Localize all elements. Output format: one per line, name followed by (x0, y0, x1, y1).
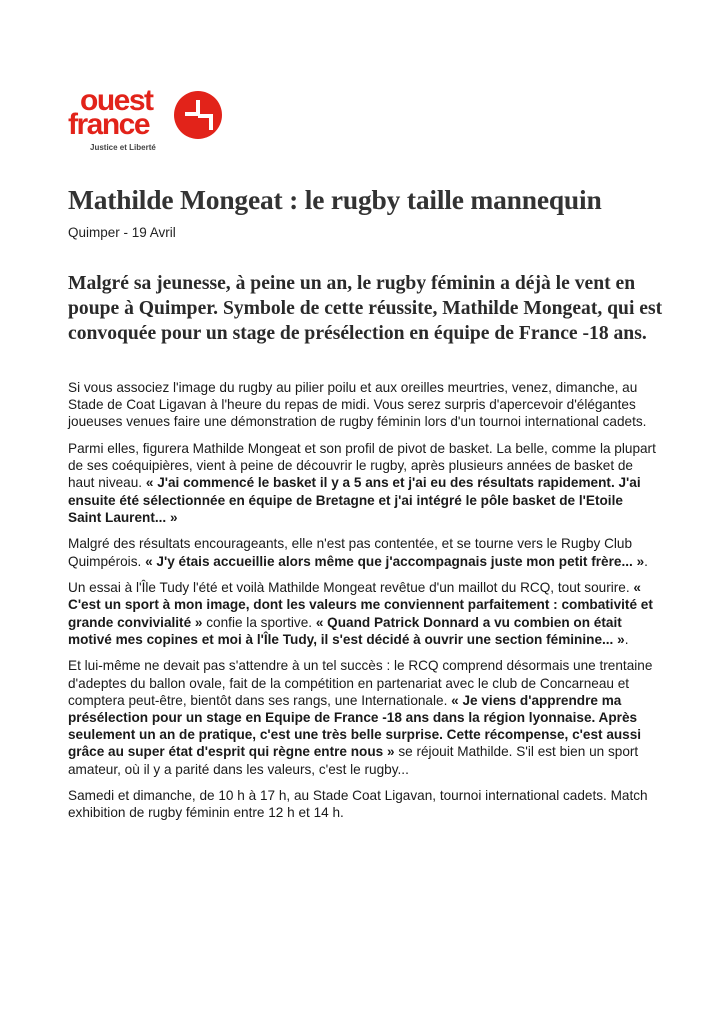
article-lead: Malgré sa jeunesse, à peine un an, le rugby féminin a déjà le vent en poupe à Quimper. Symbole de cette réussite, Mathilde Mongeat, qui est convoquée pour un stage de présélection en équipe de France -18 ans. (68, 273, 663, 345)
paragraph-text: Si vous associez l'image du rugby au pilier poilu et aux oreilles meurtries, venez, dimanche, au Stade de Coat Ligavan à l'heure du repas de midi. Vous serez surpris d'apercevoir d'élégantes joueuses venues faire une démonstration de rugby féminin lors d'un tournoi international cadets. (68, 380, 647, 430)
article-dateline: Quimper - 19 Avril (68, 225, 176, 240)
logo-word-france: france (68, 108, 150, 141)
paragraph-text-after: se réjouit Mathilde. S'il est bien un sport amateur, où il y a parité dans les valeurs, c'est le rugby... (68, 744, 639, 777)
paragraph-text: Et lui-même ne devait pas s'attendre à un tel succès : le RCQ comprend désormais une trentaine d'adeptes du ballon ovale, fait de la compétition en partenariat avec le club de Concarneau et comptera peut-être, bientôt dans ses rangs, une Internationale. (68, 658, 653, 708)
paragraph-quote: « J'ai commencé le basket il y a 5 ans et j'ai eu des résultats rapidement. J'ai ensuite été sélectionnée en équipe de Bretagne et j'ai intégré le pôle basket de l'Etoile Saint Laurent... » (68, 475, 641, 525)
article-paragraph (68, 787, 658, 821)
paragraph-text-after: . (624, 631, 629, 647)
paragraph-text: Samedi et dimanche, de 10 h à 17 h, au Stade Coat Ligavan, tournoi international cadets. Match exhibition de rugby féminin entre 12 h et 14 h. (68, 788, 648, 821)
logo-word-ouest: ouest (80, 84, 153, 117)
paragraph-quote: « J'y étais accueillie alors même que j'accompagnais juste mon petit frère... » (145, 553, 645, 569)
article-paragraph (68, 440, 658, 526)
article-title: Mathilde Mongeat : le rugby taille mannequin (68, 184, 602, 215)
paragraph-text: Un essai à l'Île Tudy l'été et voilà Mathilde Mongeat revêtue d'un maillot du RCQ, tout sourire. (68, 580, 634, 596)
paragraph-text: Parmi elles, figurera Mathilde Mongeat et son profil de pivot de basket. La belle, comme la plupart de ses coéquipières, vient à peine de découvrir le rugby, après plusieurs années de basket de haut niveau. (68, 441, 656, 491)
logo-slogan: Justice et Liberté (90, 143, 156, 152)
article-paragraph (68, 535, 658, 569)
paragraph-text-middle: confie la sportive. (202, 614, 316, 630)
paragraph-quote: « Quand Patrick Donnard a vu combien on était motivé mes copines et moi à l'Île Tudy, il s'est décidé à ouvrir une section féminine... » (68, 614, 625, 647)
article-body (68, 379, 658, 831)
paragraph-quote: « Je viens d'apprendre ma présélection pour un stage en Equipe de France -18 ans dans la région lyonnaise. Après seulement un an de pratique, c'est une très belle surprise. Cette récompense, c'est aussi grâce au super état d'esprit qui règne entre nous » (68, 692, 642, 760)
article-paragraph (68, 379, 658, 431)
paragraph-text-after: . (644, 553, 648, 569)
article-paragraph (68, 657, 658, 777)
logo-mark-icon (173, 90, 223, 140)
paragraph-quote: « C'est un sport à mon image, dont les valeurs me conviennent parfaitement : combativité et grande convivialité » (68, 580, 653, 630)
paragraph-text: Malgré des résultats encourageants, elle n'est pas contentée, et se tourne vers le Rugby Club Quimpérois. (68, 536, 633, 569)
article-paragraph (68, 579, 658, 648)
ouest-france-logo (68, 86, 228, 156)
